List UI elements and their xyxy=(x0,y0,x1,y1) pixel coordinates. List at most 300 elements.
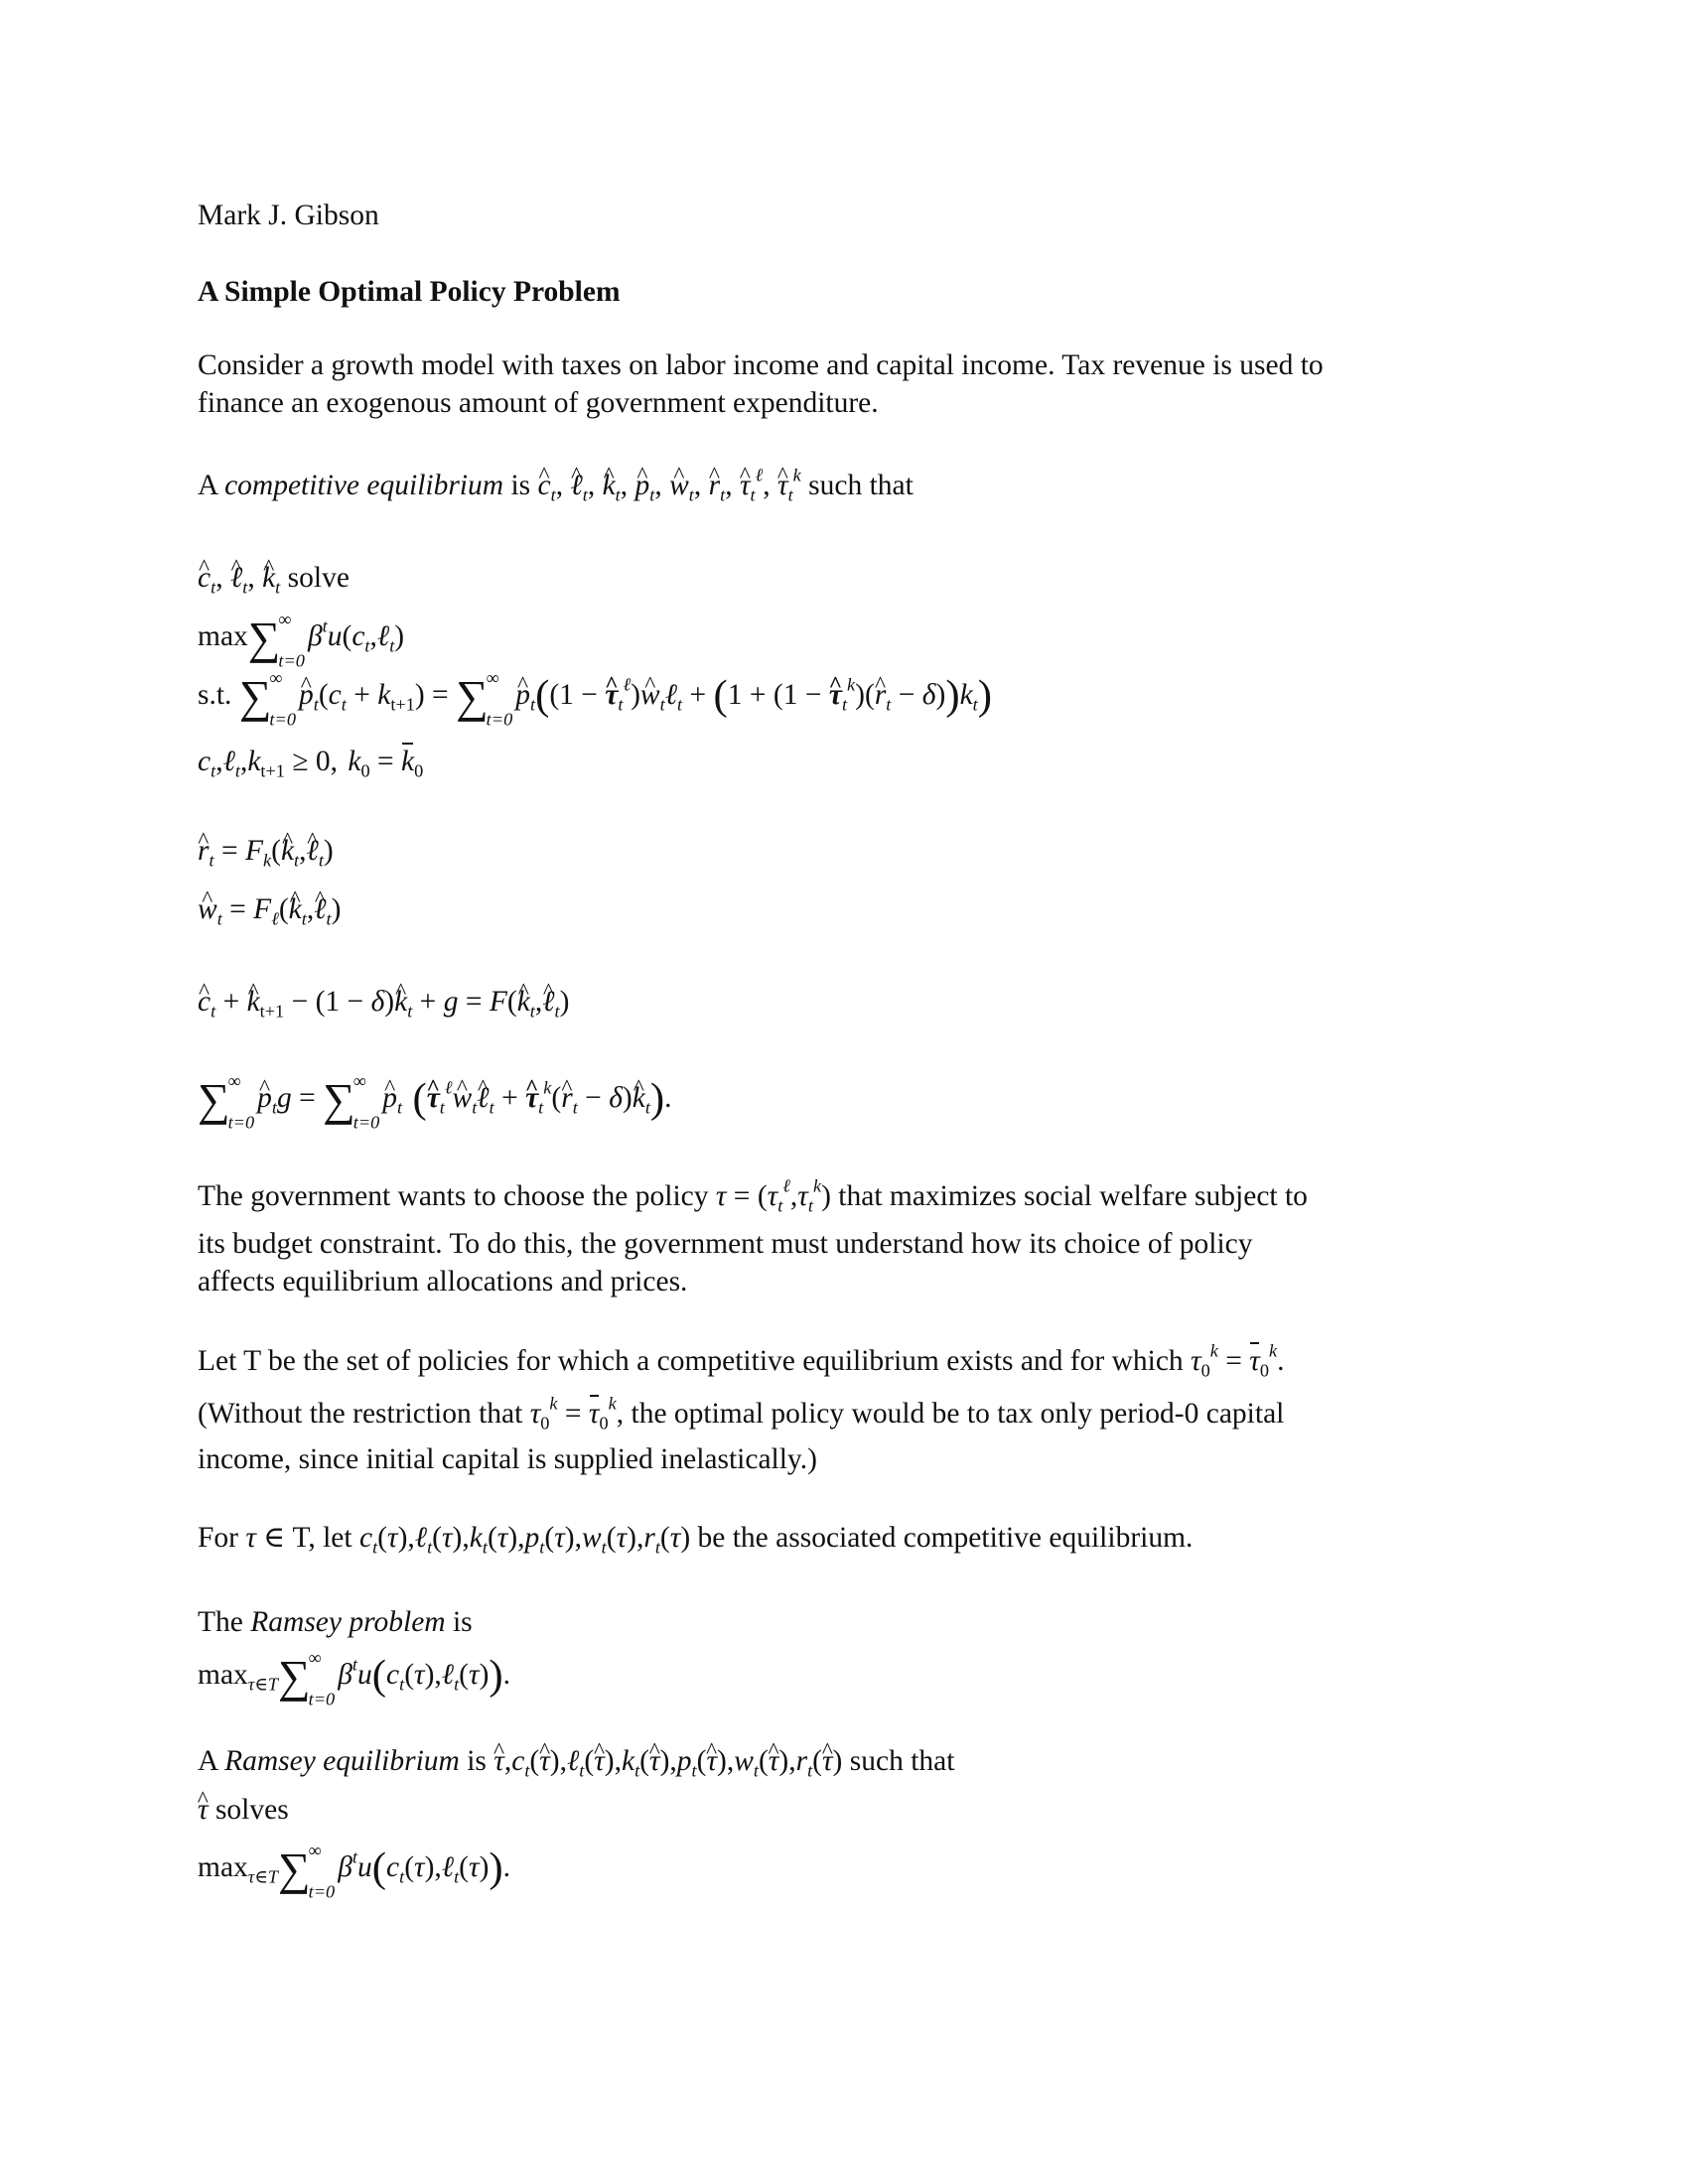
math-token: c xyxy=(198,746,211,777)
math-token: , xyxy=(559,1745,567,1777)
math-token: ( xyxy=(459,1659,469,1691)
math-token: ^ w xyxy=(198,892,217,926)
math-token: . xyxy=(502,1659,511,1691)
math-token: k xyxy=(247,746,261,777)
math-token: + xyxy=(742,679,774,711)
math-token: c xyxy=(328,679,342,711)
math-token: ^ w xyxy=(453,1081,473,1115)
setT-line-3: income, since initial capital is supplied inelastically.) xyxy=(198,1443,817,1475)
math-token: ( xyxy=(278,893,289,925)
math-token: − xyxy=(284,986,316,1018)
math-token: t xyxy=(372,1537,378,1558)
math-token: β xyxy=(307,620,323,652)
math-token: ( xyxy=(758,1745,769,1777)
math-token: t xyxy=(524,1760,530,1781)
math-token: t xyxy=(399,1866,405,1887)
math-token: = xyxy=(458,986,490,1018)
math-token: t xyxy=(271,1097,277,1118)
math-token: k xyxy=(1209,1340,1218,1361)
math-token: , xyxy=(306,893,315,925)
math-token: ( xyxy=(342,620,352,652)
resource-constraint xyxy=(198,985,570,1022)
math-token: t xyxy=(550,484,556,505)
math-token: τ xyxy=(767,1180,778,1212)
math-token xyxy=(198,986,570,1022)
math-token: ^ τ xyxy=(493,1744,504,1778)
math-token: , xyxy=(407,1522,415,1554)
math-token: τ xyxy=(554,1522,565,1554)
math-token xyxy=(382,1075,672,1123)
math-token: , the optimal policy would be to tax only period-0 capital xyxy=(616,1398,1285,1430)
math-token: = xyxy=(424,679,457,711)
math-token: ^ τ xyxy=(605,678,618,712)
math-token: , xyxy=(574,1522,582,1554)
math-token: ∞ xyxy=(278,609,292,629)
math-token: t=0 xyxy=(269,709,296,730)
math-token: k xyxy=(549,1393,558,1414)
math-token: ℓ xyxy=(782,1175,790,1196)
math-token: ℓ xyxy=(441,1851,455,1883)
math-token xyxy=(338,1652,511,1700)
math-token: ) xyxy=(323,835,334,867)
math-token: ( xyxy=(506,986,517,1018)
math-token: ℓ xyxy=(444,1077,453,1098)
math-token: , xyxy=(434,1659,442,1691)
math-token: ( xyxy=(544,1522,555,1554)
math-token: ℓ xyxy=(567,1745,580,1777)
math-token: t=0 xyxy=(486,709,513,730)
math-token xyxy=(198,1794,209,1826)
math-token: g xyxy=(443,986,459,1018)
math-token: ℓ xyxy=(222,746,235,777)
math-token: t xyxy=(294,850,300,871)
math-token: such that xyxy=(842,1745,955,1777)
math-token: ℓ xyxy=(441,1659,455,1691)
math-token: t xyxy=(399,1674,405,1695)
math-token: u xyxy=(357,1659,372,1691)
math-token: , xyxy=(534,986,543,1018)
math-token: , xyxy=(789,1180,798,1212)
math-token xyxy=(1191,1340,1278,1381)
math-token: 0 xyxy=(360,760,370,781)
math-token: k xyxy=(1268,1340,1278,1361)
math-token: ( xyxy=(757,1180,768,1212)
math-token: ) xyxy=(479,1851,490,1883)
math-token: ( xyxy=(412,1075,427,1123)
math-token: β xyxy=(338,1851,352,1883)
math-token: ^ w xyxy=(640,678,660,712)
math-token: , xyxy=(215,562,223,594)
math-token: t=0 xyxy=(308,1881,336,1902)
math-token: , xyxy=(215,746,223,777)
math-token: F xyxy=(244,835,263,867)
math-token: + xyxy=(682,679,714,711)
math-token: ( xyxy=(639,1745,649,1777)
math-token: ∑ xyxy=(323,1074,355,1126)
math-token: t+1 xyxy=(259,1001,285,1022)
math-token xyxy=(308,1840,336,1902)
math-token: τ xyxy=(529,1398,541,1430)
math-token: ∑ xyxy=(456,671,489,723)
math-token: ( xyxy=(271,835,281,867)
math-token: A xyxy=(198,1745,225,1777)
math-token: t xyxy=(439,1097,445,1118)
math-token xyxy=(493,1745,843,1781)
math-token: k xyxy=(469,1522,483,1554)
math-token: ^ τ xyxy=(594,1744,605,1778)
math-token: ^ τ xyxy=(198,1793,209,1827)
math-token: t xyxy=(972,694,978,715)
policy-line-1 xyxy=(198,1175,1308,1216)
math-token: 0 xyxy=(540,1413,550,1433)
math-token: The government wants to choose the policy xyxy=(198,1180,716,1212)
math-token: k xyxy=(812,1175,822,1196)
math-token: Let xyxy=(198,1345,244,1377)
math-token: t xyxy=(318,850,324,871)
math-token: ^ k xyxy=(517,985,530,1019)
math-token xyxy=(358,1522,691,1558)
intro-line-2: finance an exogenous amount of government expenditure. xyxy=(198,387,879,419)
sum-symbol: ∑ xyxy=(247,613,281,664)
math-token: δ xyxy=(609,1082,623,1114)
math-token: t xyxy=(301,908,307,929)
ramsey-solves-line xyxy=(198,1793,289,1827)
ramsey-eq-objective xyxy=(198,1840,511,1902)
term-competitive-equilibrium: competitive equilibrium xyxy=(224,470,504,501)
math-token: r xyxy=(795,1745,808,1777)
text: such that xyxy=(808,470,914,501)
math-token: ( xyxy=(371,1652,386,1700)
math-token: ^ τ xyxy=(829,678,842,712)
math-token: k xyxy=(348,746,361,777)
math-token: ^ c xyxy=(198,985,211,1019)
math-token: max xyxy=(198,620,248,652)
math-token: , xyxy=(503,1745,512,1777)
math-token: τ xyxy=(797,1180,808,1212)
math-token: ^ τ xyxy=(740,469,751,502)
math-token: t xyxy=(691,1760,697,1781)
math-token: ) xyxy=(627,1522,636,1554)
math-token: τ xyxy=(669,1522,681,1554)
math-token: ) xyxy=(631,679,640,711)
math-token: τ∈T xyxy=(247,1866,279,1887)
math-token: 1 xyxy=(727,679,743,711)
math-token: 0 xyxy=(1259,1360,1269,1381)
math-token: , xyxy=(369,620,377,652)
math-token: ℓ xyxy=(376,620,390,652)
math-token: t=0 xyxy=(308,1689,336,1709)
math-token: ) xyxy=(649,1075,665,1123)
math-token: ∞ xyxy=(486,667,499,688)
wage-equation xyxy=(198,892,342,929)
math-token xyxy=(198,893,342,929)
math-token: ( xyxy=(659,1522,670,1554)
math-token: ^ τ xyxy=(649,1744,660,1778)
math-token: ( xyxy=(606,1522,617,1554)
math-token: t xyxy=(389,635,395,656)
math-token: ( xyxy=(696,1745,707,1777)
math-token: ( xyxy=(529,1745,540,1777)
math-token: ^ p xyxy=(515,678,530,712)
math-token: τ xyxy=(469,1851,480,1883)
math-token: , xyxy=(635,1522,644,1554)
math-token: , xyxy=(614,1745,622,1777)
math-token: ( xyxy=(584,1745,595,1777)
math-token xyxy=(307,615,405,656)
math-token: τ xyxy=(414,1659,425,1691)
math-token: ^ τ xyxy=(525,1081,538,1115)
math-token: , xyxy=(725,470,733,501)
math-token: ( xyxy=(713,672,728,720)
math-token: For xyxy=(198,1522,246,1554)
intro-line-1: Consider a growth model with taxes on labor income and capital income. Tax revenue is used to xyxy=(198,349,1324,381)
policy-line-2: its budget constraint. To do this, the government must understand how its choice of policy xyxy=(198,1228,1253,1260)
setT-line-2 xyxy=(198,1393,1285,1433)
math-token: ^ τ xyxy=(539,1744,550,1778)
math-token: T xyxy=(243,1345,261,1377)
math-token: δ xyxy=(370,986,385,1018)
math-token: β xyxy=(338,1659,352,1691)
math-token: ^ τ xyxy=(822,1744,833,1778)
math-token: that maximizes social welfare subject to xyxy=(830,1180,1308,1212)
math-token xyxy=(515,672,993,720)
math-token: τ xyxy=(496,1522,508,1554)
math-token: ℓ xyxy=(755,465,764,485)
math-token: = xyxy=(726,1180,758,1212)
math-token: c xyxy=(358,1522,373,1554)
math-token: + xyxy=(215,986,247,1018)
math-token: t xyxy=(211,1001,216,1022)
ramsey-problem-intro xyxy=(198,1605,473,1639)
associated-equilibrium-line xyxy=(198,1521,1194,1558)
math-token: ( xyxy=(371,1844,386,1892)
math-token: 0 xyxy=(1200,1360,1210,1381)
math-token: ) xyxy=(479,1659,490,1691)
math-token: ) xyxy=(821,1180,831,1212)
math-token: ( xyxy=(318,679,329,711)
math-token: = xyxy=(369,746,401,777)
math-token: ) xyxy=(659,1745,670,1777)
math-token: ^ k xyxy=(633,1081,645,1115)
math-token: t xyxy=(753,1760,759,1781)
math-token: c xyxy=(386,1851,400,1883)
math-token: u xyxy=(327,620,343,652)
math-token: , xyxy=(726,1745,735,1777)
math-token: ) xyxy=(855,679,865,711)
math-token xyxy=(269,667,296,730)
math-token: = xyxy=(1217,1345,1250,1377)
math-token: ^ p xyxy=(299,678,314,712)
math-token: t xyxy=(777,1195,783,1216)
math-token: t=0 xyxy=(352,1112,380,1133)
math-token: , xyxy=(330,746,339,777)
math-token: k xyxy=(621,1745,635,1777)
math-token: k xyxy=(959,679,973,711)
math-token: t xyxy=(211,760,216,781)
math-token xyxy=(529,1393,617,1433)
math-token: t xyxy=(407,1001,413,1022)
math-token xyxy=(352,1070,380,1133)
math-token: is xyxy=(445,1606,473,1638)
math-token: τ xyxy=(245,1522,256,1554)
math-token: t xyxy=(489,1097,494,1118)
math-token: ^ p xyxy=(257,1081,272,1115)
math-token: = xyxy=(213,835,245,867)
math-token: t xyxy=(554,1001,560,1022)
math-token: ^ p xyxy=(635,469,650,502)
math-token: ) xyxy=(489,1652,503,1700)
math-token: max xyxy=(198,1659,248,1691)
math-token xyxy=(715,1175,831,1216)
math-token: ( xyxy=(773,679,783,711)
math-token: ∑ xyxy=(278,1651,311,1703)
math-token: t xyxy=(750,484,756,505)
math-token: ℓ xyxy=(414,1522,428,1554)
math-token: ∑ xyxy=(238,671,272,723)
math-token: ( xyxy=(864,679,875,711)
math-token: t xyxy=(397,1097,403,1118)
math-token: ≥ xyxy=(284,746,316,777)
math-token: t=0 xyxy=(227,1112,255,1133)
math-token: ) xyxy=(394,620,405,652)
text: A xyxy=(198,470,225,501)
setT-line-1 xyxy=(198,1340,1285,1381)
math-token: = xyxy=(291,1082,324,1114)
math-token: ^ τ xyxy=(427,1081,440,1115)
math-token: t xyxy=(787,484,793,505)
math-token: . xyxy=(1277,1345,1285,1377)
math-token: c xyxy=(511,1745,525,1777)
math-token: t xyxy=(649,484,655,505)
math-token: ∞ xyxy=(227,1070,241,1091)
math-token: ( xyxy=(487,1522,497,1554)
math-token: is xyxy=(459,1745,494,1777)
math-token xyxy=(278,609,305,671)
math-token: w xyxy=(734,1745,754,1777)
math-token: , xyxy=(239,746,248,777)
math-token: − xyxy=(797,679,829,711)
math-token: t xyxy=(209,850,214,871)
math-token: t xyxy=(234,760,240,781)
math-token: t xyxy=(427,1537,433,1558)
math-token: k xyxy=(377,679,391,711)
math-token: ^ τ xyxy=(706,1744,717,1778)
math-token: t xyxy=(618,694,624,715)
term-ramsey-equilibrium: Ramsey equilibrium xyxy=(224,1745,460,1777)
math-token: t xyxy=(841,694,848,715)
math-token: ) xyxy=(507,1522,518,1554)
math-token: ( xyxy=(432,1522,442,1554)
math-token: ) xyxy=(564,1522,575,1554)
math-token: − xyxy=(340,986,371,1018)
math-token: t xyxy=(615,484,621,505)
math-token: τ xyxy=(588,1398,600,1430)
math-token: ) xyxy=(489,1844,503,1892)
math-token: τ xyxy=(1249,1345,1260,1377)
math-token: ) xyxy=(384,986,395,1018)
nonnegativity-constraint xyxy=(198,745,424,781)
math-token: ( xyxy=(315,986,326,1018)
math-token: t xyxy=(807,1760,813,1781)
math-token: t xyxy=(579,1760,585,1781)
math-token: t xyxy=(216,908,222,929)
math-token: t xyxy=(886,694,892,715)
math-token: solves xyxy=(208,1794,289,1826)
math-token: F xyxy=(489,986,507,1018)
math-token: ^ k xyxy=(603,469,616,502)
math-token: ^ c xyxy=(198,561,211,595)
math-token xyxy=(198,835,334,871)
math-token: T xyxy=(292,1522,309,1554)
math-token: + xyxy=(412,986,444,1018)
math-token: g xyxy=(277,1082,292,1114)
math-token: , xyxy=(788,1745,796,1777)
math-token: t xyxy=(326,908,332,929)
math-token: t xyxy=(352,1846,357,1867)
math-token: w xyxy=(581,1522,602,1554)
math-token: t xyxy=(582,484,588,505)
math-token: 1 xyxy=(325,986,341,1018)
math-token: , xyxy=(763,470,771,501)
math-token: t xyxy=(538,1097,544,1118)
math-token: ∞ xyxy=(308,1647,322,1668)
math-token: ^ k xyxy=(247,985,260,1019)
math-token: − xyxy=(573,679,606,711)
math-token: , xyxy=(462,1522,470,1554)
math-token: c xyxy=(386,1659,400,1691)
document-title: A Simple Optimal Policy Problem xyxy=(198,276,621,308)
math-token: ∞ xyxy=(352,1070,366,1091)
math-token: ^ r xyxy=(875,678,886,712)
math-token: ^ ℓ xyxy=(307,834,319,868)
math-token: ) xyxy=(414,679,425,711)
math-vars xyxy=(537,465,809,505)
math-token xyxy=(338,1844,511,1892)
math-token: t xyxy=(572,1097,578,1118)
math-token: 1 xyxy=(782,679,798,711)
math-token: ) xyxy=(424,1659,435,1691)
math-token xyxy=(257,1082,292,1118)
math-token: t xyxy=(659,694,665,715)
math-token: ( xyxy=(812,1745,822,1777)
math-token: ^ ℓ xyxy=(477,1081,489,1115)
math-token: t xyxy=(211,577,216,598)
math-token: ^ w xyxy=(669,469,689,502)
ramsey-objective xyxy=(198,1647,511,1709)
math-token: , xyxy=(555,470,564,501)
author-name: Mark J. Gibson xyxy=(198,200,379,231)
math-token: ) xyxy=(778,1745,789,1777)
math-token: , xyxy=(620,470,629,501)
math-token: τ∈T xyxy=(247,1674,279,1695)
math-token: ( xyxy=(404,1851,415,1883)
math-token: ) xyxy=(622,1082,633,1114)
math-token: , xyxy=(517,1522,525,1554)
math-token: (Without the restriction that xyxy=(198,1398,530,1430)
math-token: ) xyxy=(680,1522,691,1554)
math-token: t xyxy=(720,484,726,505)
math-token: t xyxy=(364,635,370,656)
math-token: r xyxy=(643,1522,655,1554)
math-token: 0 xyxy=(315,746,331,777)
math-token: The xyxy=(198,1606,251,1638)
math-token: = xyxy=(557,1398,589,1430)
math-token: + xyxy=(493,1082,526,1114)
math-token xyxy=(198,746,424,781)
math-token: τ xyxy=(441,1522,453,1554)
math-token: , xyxy=(434,1851,442,1883)
term-ramsey-problem: Ramsey problem xyxy=(250,1606,446,1638)
